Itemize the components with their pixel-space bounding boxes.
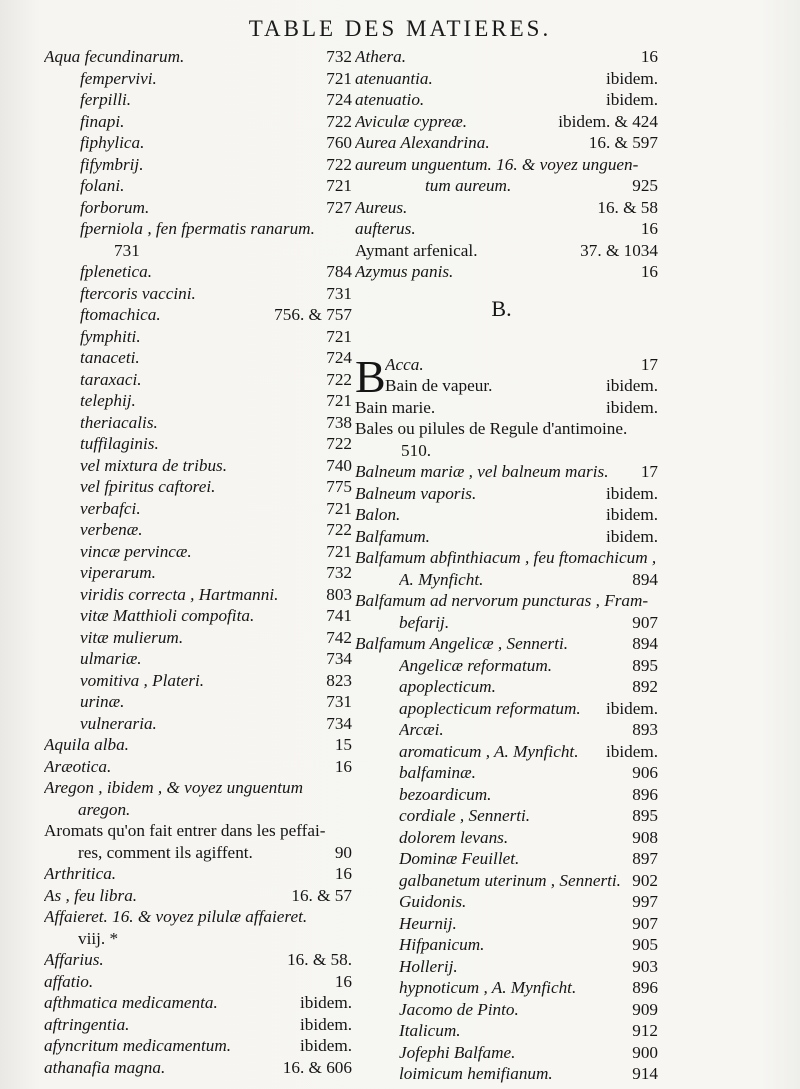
index-entry [355,698,658,720]
index-entry-term: Arcæi. [399,720,444,739]
index-entry-page-ref: 721 [326,541,352,561]
index-entry-term: Affaieret. 16. & voyez pilulæ affaieret. [44,907,308,926]
index-entry-term: Italicum. [399,1021,461,1040]
index-entry-term: Balfamum ad nervorum puncturas , Fram- [355,591,649,610]
index-entry-page-ref: 17 [640,462,658,481]
index-entry-page-ref: ibidem. [605,397,658,417]
index-entry-page-ref: 902 [632,870,658,890]
index-entry [44,197,352,219]
index-entry-term: forborum. [80,197,150,217]
index-entry-page-ref: 17 [640,354,658,374]
index-entry-page-ref: 909 [632,999,658,1019]
index-entry [44,498,352,520]
index-section-a-continued [355,46,658,283]
index-entry [44,627,352,649]
index-entry-page-ref: 734 [326,649,352,668]
index-entry [355,999,658,1021]
index-entry-term: verbafci. [80,498,141,518]
index-entry-page-ref: 722 [326,111,352,131]
index-entry [44,734,352,756]
index-entry [44,89,352,111]
index-entry-term: Aromats qu'on fait entrer dans les peffai- [44,821,326,840]
index-entry [355,676,658,698]
index-entry-term: Bales ou pilules de Regule d'antimoine. [355,419,628,438]
index-entry-term: 731 [114,240,140,260]
index-entry-page-ref: 721 [326,498,352,518]
index-entry-page-ref: 731 [326,283,352,303]
index-entry-term: aureum unguentum. 16. & voyez unguen- [355,154,639,174]
index-entry-term: aufterus. [355,219,416,238]
index-entry [355,741,658,763]
index-entry [355,418,658,440]
index-entry-term: Guidonis. [399,892,467,911]
index-entry-page-ref: ibidem. [605,698,658,718]
index-entry-term: Aureus. [355,197,408,217]
index-entry [44,433,352,455]
index-entry-page-ref: ibidem. [605,90,658,109]
index-entry [355,805,658,827]
index-entry-term: aregon. [78,799,131,819]
index-entry-term: vel mixtura de tribus. [80,455,228,475]
index-entry [355,89,658,111]
index-entry-page-ref: 16. & 606 [282,1057,352,1077]
index-entry-term: Balfamum. [355,526,430,546]
index-entry [44,863,352,885]
index-entry-term: Heurnij. [399,913,457,933]
index-entry-term: apoplecticum reformatum. [399,698,581,718]
index-entry-page-ref: 37. & 1034 [580,240,658,260]
index-entry-term: apoplecticum. [399,677,496,696]
index-entry [44,519,352,541]
index-entry-term: fperniola , fen fpermatis ranarum. [80,219,315,238]
index-entry-page-ref: 907 [632,913,658,933]
index-entry-page-ref: ibidem. [299,1014,352,1034]
index-entry-page-ref: 16. & 58 [597,197,658,217]
index-entry [44,691,352,713]
index-entry [355,461,658,483]
index-entry-page-ref: 997 [632,892,658,911]
index-entry-page-ref: 16. & 57 [291,885,352,905]
index-entry [44,1014,352,1036]
index-entry-term: taraxaci. [80,369,142,389]
index-entry-term: Balneum vaporis. [355,483,477,503]
index-entry-page-ref: 15 [334,735,352,754]
index-entry-term: A. Mynficht. [399,569,484,589]
index-column-right [355,46,658,1085]
index-entry [355,934,658,956]
index-entry-page-ref: 897 [632,849,658,868]
index-entry [44,304,352,326]
index-entry [44,175,352,197]
index-entry-term: verbenæ. [80,520,143,539]
index-entry-term: dolorem levans. [399,827,509,847]
index-entry-term: Aurea Alexandrina. [355,133,490,152]
index-entry-page-ref: 823 [326,670,352,690]
index-entry-term: aromaticum , A. Mynficht. [399,741,579,761]
index-entry-term: fymphiti. [80,326,141,346]
index-entry-page-ref: ibidem. [299,1036,352,1055]
index-entry [355,68,658,90]
index-entry [355,655,658,677]
index-entry-term: Aquila alba. [44,735,129,754]
index-entry-page-ref: 892 [632,677,658,696]
index-entry [355,848,658,870]
index-entry-page-ref: 738 [326,412,352,432]
index-entry-page-ref: 775 [326,477,352,496]
index-entry [44,390,352,412]
index-entry-term: loimicum hemifianum. [399,1064,553,1083]
index-entry-term: affatio. [44,971,94,991]
index-entry-term: vulneraria. [80,713,157,733]
index-entry-term: atenuatio. [355,90,425,109]
index-entry-page-ref: 16. & 597 [588,133,658,152]
index-entry [44,820,352,842]
index-entry-page-ref: 912 [632,1021,658,1040]
index-entry [355,590,658,612]
index-entry-page-ref: 895 [632,806,658,825]
index-entry-term: finapi. [80,111,125,131]
index-entry [355,132,658,154]
index-entry-page-ref: 803 [326,584,352,604]
index-entry [355,154,658,176]
index-entry [355,913,658,935]
index-entry-page-ref: 732 [326,563,352,582]
index-entry-page-ref: 90 [334,842,352,862]
index-entry [44,756,352,778]
index-entry [44,777,352,799]
index-entry-term: Aviculæ cypreæ. [355,111,468,131]
index-entry-page-ref: 721 [326,176,352,195]
index-entry-page-ref: ibidem. [605,483,658,503]
index-entry-page-ref: 721 [326,391,352,410]
index-entry-term: Aræotica. [44,756,112,776]
index-entry-term: vitæ mulierum. [80,627,184,647]
index-entry [355,483,658,505]
drop-cap-letter: B [355,350,386,402]
index-entry [44,906,352,928]
index-entry-term: As , feu libra. [44,885,138,905]
index-entry-page-ref: 722 [326,434,352,453]
index-entry-page-ref: 914 [632,1064,658,1083]
index-entry-term: Bain de vapeur. [385,376,493,395]
index-entry-term: Athera. [355,47,407,66]
index-entry-page-ref: 894 [632,634,658,653]
index-entry-page-ref: 742 [326,627,352,647]
index-entry [355,175,658,197]
index-entry [355,870,658,892]
index-entry [44,562,352,584]
index-entry-term: viperarum. [80,563,156,582]
index-entry [355,633,658,655]
index-entry [355,375,658,397]
index-entry-page-ref: 731 [326,692,352,711]
index-entry-term: Arthritica. [44,864,117,883]
index-entry-page-ref: ibidem. [605,376,658,395]
index-entry [355,977,658,999]
index-entry [44,283,352,305]
index-entry [355,261,658,283]
index-entry-page-ref: 894 [632,569,658,589]
index-entry-term: Hollerij. [399,956,458,976]
index-entry-page-ref: 896 [632,784,658,804]
index-entry-page-ref: 16 [334,971,352,991]
index-entry-page-ref: 907 [632,612,658,632]
index-entry [355,46,658,68]
index-entry-term: Jofephi Balfame. [399,1042,516,1062]
index-entry [44,46,352,68]
index-entry [44,240,352,262]
index-entry [44,648,352,670]
index-entry [44,455,352,477]
index-entry-page-ref: 722 [326,154,352,174]
index-entry-term: folani. [80,176,125,195]
index-entry-page-ref: 756. & 757 [274,305,352,324]
index-entry [355,827,658,849]
index-entry [355,218,658,240]
index-entry [355,956,658,978]
index-entry-term: fplenetica. [80,262,153,281]
index-entry [44,971,352,993]
index-entry-page-ref: 16 [640,262,658,281]
index-entry [44,111,352,133]
index-entry-page-ref: 925 [632,176,658,195]
index-entry-page-ref: ibidem. [605,68,658,88]
index-entry-term: Balfamum Angelicæ , Sennerti. [355,634,569,653]
index-entry-term: ftomachica. [80,305,161,324]
index-entry [44,541,352,563]
index-section-b [355,350,658,1085]
index-entry [355,504,658,526]
index-entry-term: tum aureum. [425,176,512,195]
index-entry [355,197,658,219]
index-entry-page-ref: 727 [326,197,352,217]
index-entry-term: Jacomo de Pinto. [399,999,519,1019]
index-entry [355,111,658,133]
index-entry-term: ferpilli. [80,90,132,109]
index-entry [355,1020,658,1042]
index-entry [44,885,352,907]
section-heading-b: B. [491,295,512,321]
index-entry-term: galbanetum uterinum , Sennerti. [399,870,621,890]
index-entry-page-ref: 903 [632,956,658,976]
index-entry-page-ref: 732 [326,47,352,66]
index-entry [44,476,352,498]
index-entry-term: Affarius. [44,950,104,969]
index-entry-term: viridis correcta , Hartmanni. [80,584,279,604]
index-entry-term: 510. [401,440,432,460]
index-entry-term: athanafia magna. [44,1057,166,1077]
index-entry-term: Hifpanicum. [399,935,485,954]
index-entry-term: Aqua fecundinarum. [44,47,185,66]
index-entry-page-ref: 908 [632,827,658,847]
index-entry-page-ref: 16 [640,47,658,66]
index-entry [355,719,658,741]
index-entry [44,992,352,1014]
index-entry-page-ref: 721 [326,68,352,88]
index-entry-term: afyncritum medicamentum. [44,1036,232,1055]
index-entry-term: vomitiva , Plateri. [80,670,205,690]
index-entry [355,547,658,569]
index-entry-page-ref: 722 [326,369,352,389]
index-entry-page-ref: 893 [632,720,658,739]
index-entry-term: atenuantia. [355,68,433,88]
index-entry [355,569,658,591]
index-entry [44,347,352,369]
index-entry [44,326,352,348]
index-entry-term: aftringentia. [44,1014,130,1034]
index-entry-term: telephij. [80,391,136,410]
index-entry [44,713,352,735]
index-entry [44,68,352,90]
index-entry-term: res, comment ils agiffent. [78,842,253,862]
index-entry [355,612,658,634]
index-entry-page-ref: 895 [632,655,658,675]
index-entry-page-ref: ibidem. [605,741,658,761]
index-entry-page-ref: 760 [326,133,352,152]
index-entry-term: balfaminæ. [399,763,476,782]
index-entry-term: cordiale , Sennerti. [399,806,531,825]
index-entry-page-ref: ibidem. [605,526,658,546]
index-entry-term: Angelicæ reformatum. [399,655,553,675]
index-entry-page-ref: 16 [640,219,658,238]
index-entry-term: Azymus panis. [355,262,454,281]
index-entry-term: Balfamum abfinthiacum , feu ftomachicum , [355,548,657,567]
index-entry [44,218,352,240]
index-entry-term: fempervivi. [80,68,157,88]
index-entry [44,1035,352,1057]
index-entry [44,154,352,176]
index-entry-term: Acca. [385,354,424,374]
index-entry-term: tanaceti. [80,348,140,367]
index-entry-page-ref: 905 [632,935,658,954]
index-entry-page-ref: 740 [326,455,352,475]
index-entry-term: vincæ pervincæ. [80,541,192,561]
section-spacer [355,335,658,354]
index-entry [355,784,658,806]
index-entry-term: Bain marie. [355,397,436,417]
index-entry [355,526,658,548]
index-entry-term: fifymbrij. [80,154,144,174]
index-entry [44,369,352,391]
index-entry-term: ulmariæ. [80,649,142,668]
index-entry-page-ref: ibidem. [299,993,352,1012]
index-entry [44,670,352,692]
index-entry-term: Balneum mariæ , vel balneum maris. [355,462,609,481]
index-entry [44,799,352,821]
index-entry [44,842,352,864]
index-entry [44,949,352,971]
index-entry-page-ref: 741 [326,606,352,625]
index-entry [355,240,658,262]
index-entry-term: bezoardicum. [399,784,492,804]
index-entry-page-ref: 16. & 58. [287,950,352,969]
index-entry-term: Dominæ Feuillet. [399,849,520,868]
index-entry [355,762,658,784]
index-entry-page-ref: ibidem. [605,505,658,524]
index-entry-page-ref: 906 [632,763,658,782]
index-entry [44,261,352,283]
index-entry-term: afthmatica medicamenta. [44,993,218,1012]
index-entry-page-ref: ibidem. & 424 [558,111,658,131]
index-entry-page-ref: 16 [334,756,352,776]
index-column-left [44,46,352,1078]
index-entry-page-ref: 724 [326,90,352,109]
index-entry-term: hypnoticum , A. Mynficht. [399,978,577,997]
index-entry [355,1063,658,1085]
index-entry-page-ref: 734 [326,713,352,733]
index-entry [44,928,352,950]
index-entry-page-ref: 722 [326,520,352,539]
index-entry [44,605,352,627]
index-entry-term: Aregon , ibidem , & voyez unguentum [44,778,304,797]
index-entry-term: Balon. [355,505,401,524]
index-entry [355,440,658,462]
index-entry [355,891,658,913]
index-entry [44,412,352,434]
index-entry [355,397,658,419]
index-entry-term: vel fpiritus caftorei. [80,477,216,496]
index-entry-term: viij. * [78,928,119,948]
index-entry-page-ref: 724 [326,348,352,367]
index-entry-page-ref: 16 [334,864,352,883]
index-entry-term: urinæ. [80,692,125,711]
index-entry-term: Aymant arfenical. [355,240,478,260]
index-entry-term: tuffilaginis. [80,434,159,453]
index-entry-page-ref: 721 [326,326,352,346]
index-entry [355,1042,658,1064]
index-entry-term: vitæ Matthioli compofita. [80,606,255,625]
index-entry-page-ref: 784 [326,262,352,281]
index-entry-page-ref: 896 [632,978,658,997]
index-entry-term: theriacalis. [80,412,158,432]
page-header-title: TABLE DES MATIERES. [248,16,552,41]
index-entry-page-ref: 900 [632,1042,658,1062]
index-entry-term: ftercoris vaccini. [80,283,196,303]
index-entry-term: fiphylica. [80,133,145,152]
index-entry [44,132,352,154]
index-entry [44,584,352,606]
index-entry-term: befarij. [399,612,450,632]
index-entry [44,1057,352,1079]
